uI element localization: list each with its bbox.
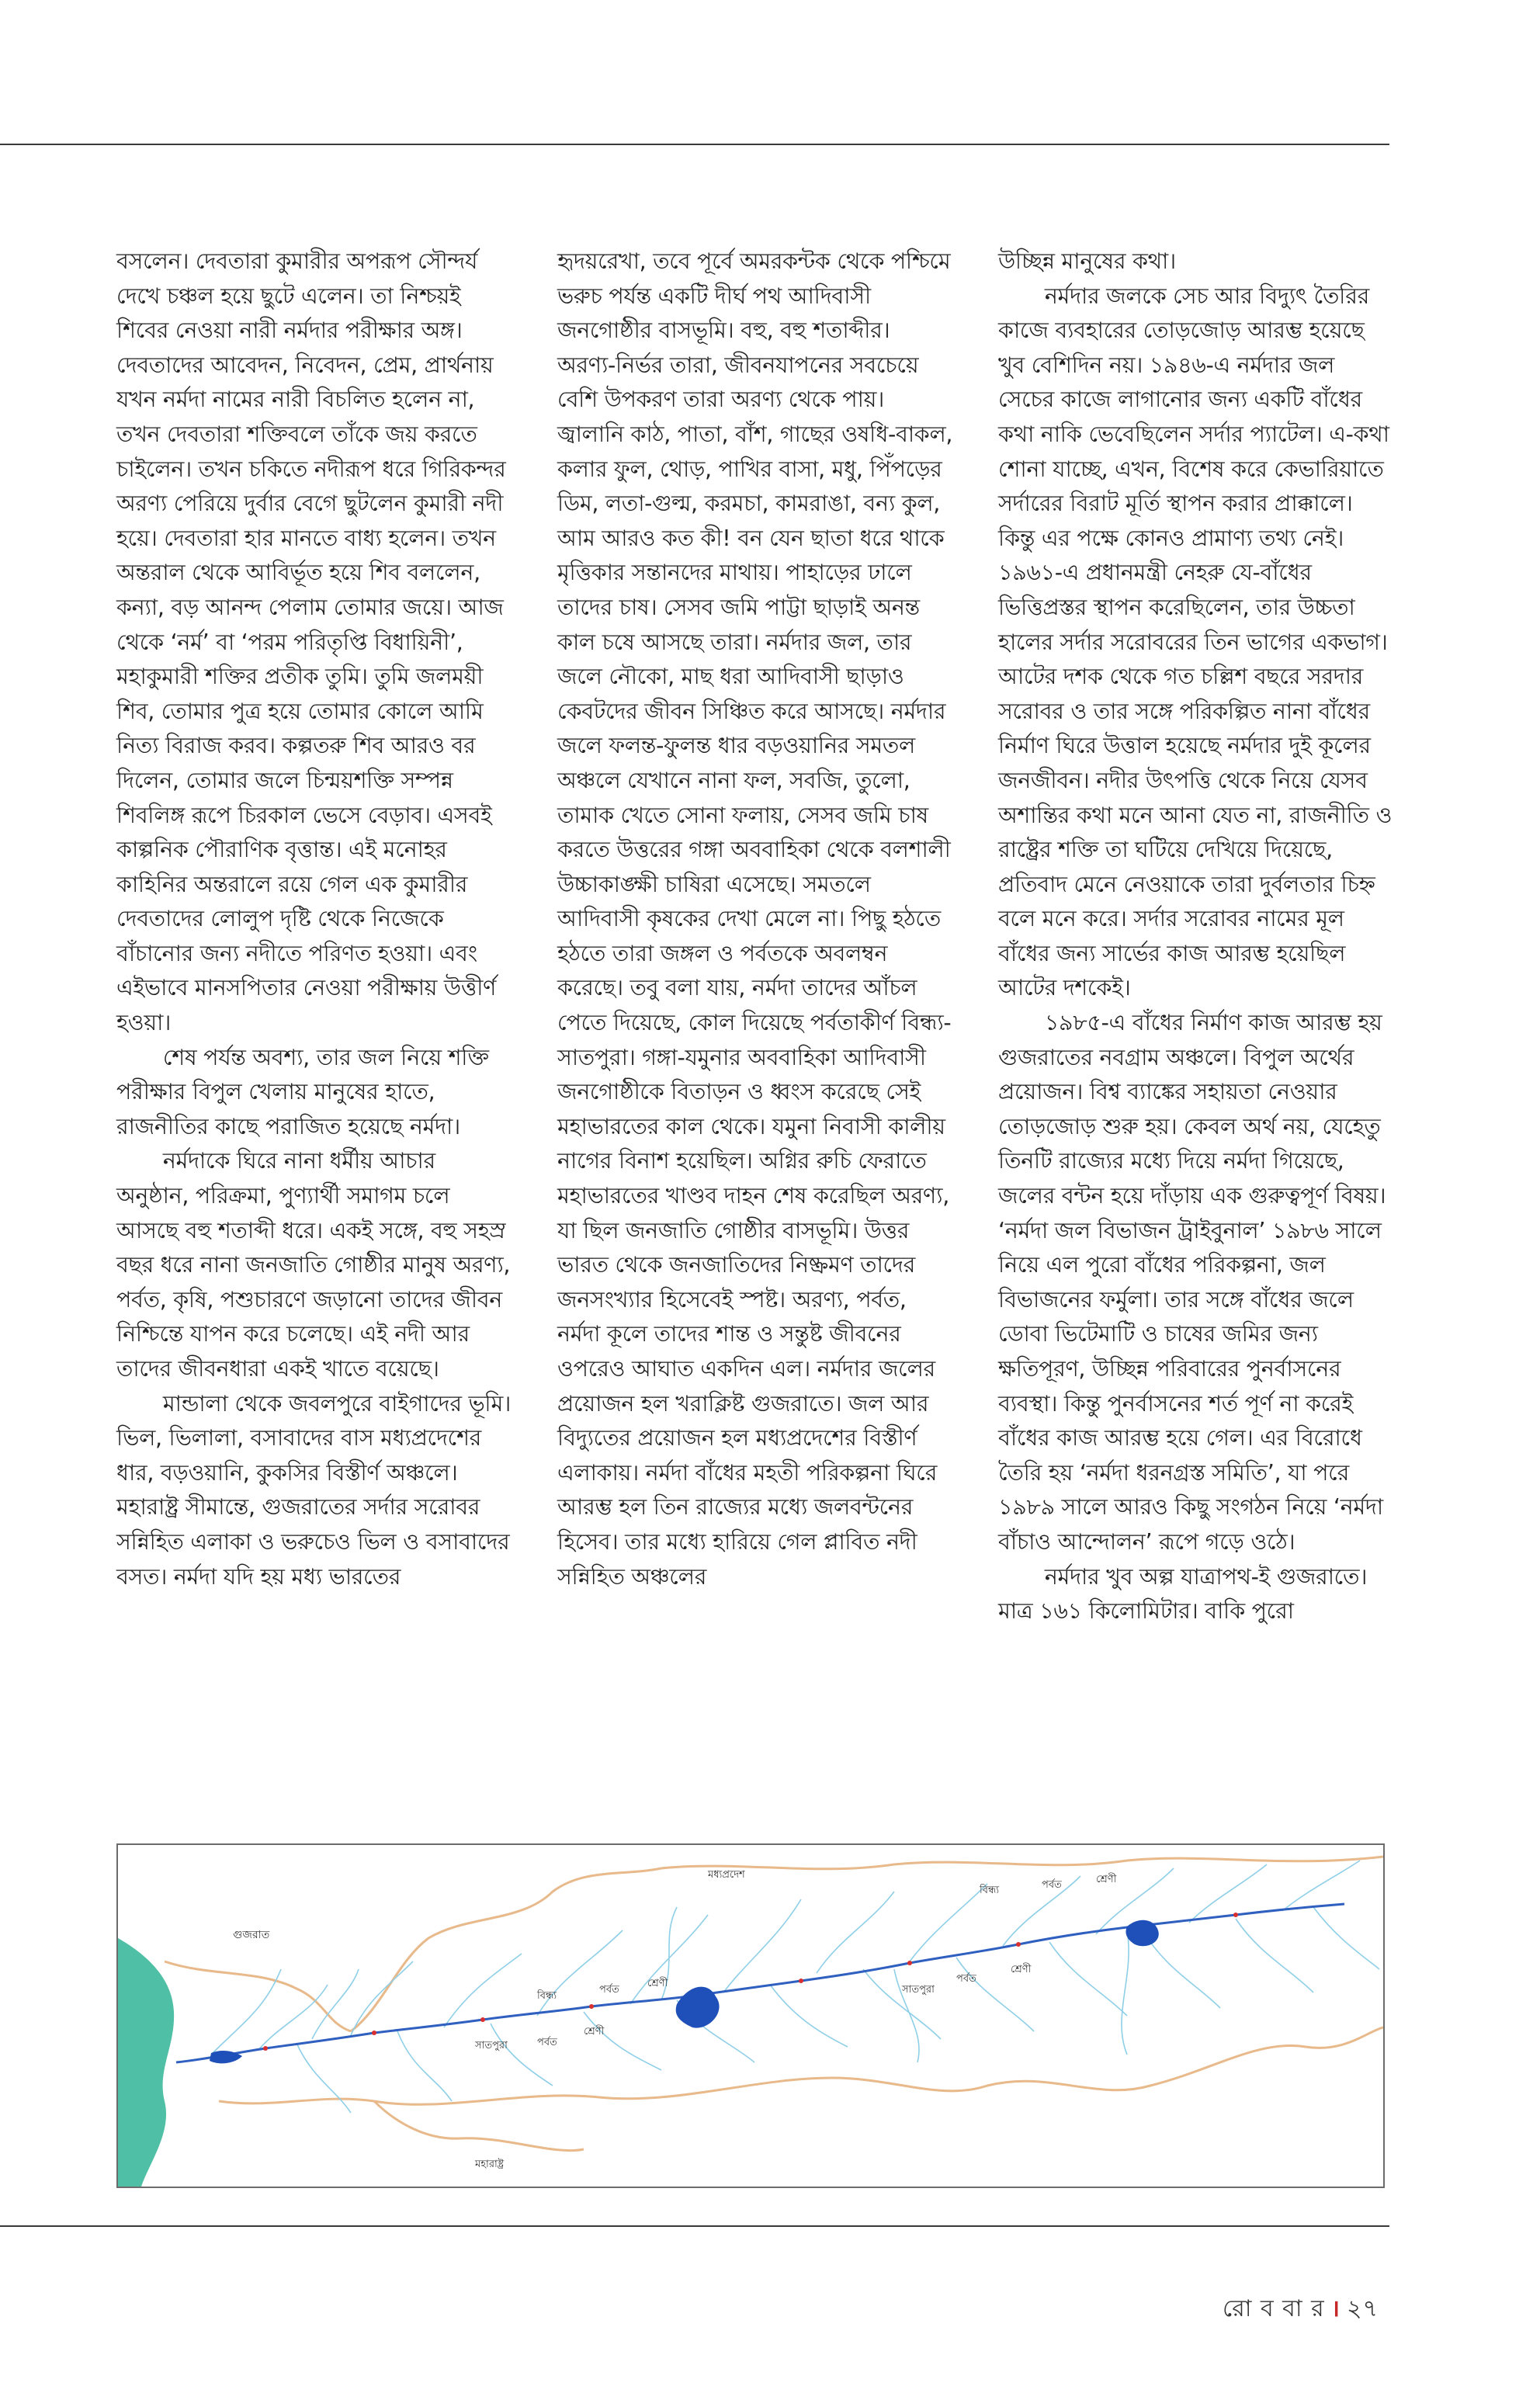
label-vindhya: বিন্ধ্য [537, 1990, 557, 2002]
label-vindhya-2: বিন্ধ্য [980, 1885, 1000, 1896]
label-satpura-2: সাতপুরা [902, 1984, 935, 1996]
page-number: ২৭ [1346, 2295, 1379, 2322]
label-parbat-2: পর্বত [1042, 1879, 1062, 1891]
paragraph: বসলেন। দেবতারা কুমারীর অপরূপ সৌন্দর্য দেখে চঞ্চল হয়ে ছুটে এলেন। তা নিশ্চয়ই শিবের নেওয়া নারী নর্মদার পরীক্ষার অঙ্গ। দেবতাদের আবেদন, নিবেদন, প্রেম, প্রার্থনায় যখন নর্মদা নামের নারী বিচলিত হলেন না, তখন দেবতারা শক্তিবলে তাঁকে জয় করতে চাইলেন। তখন চকিতে নদীরূপ ধরে গিরিকন্দর অরণ্য পেরিয়ে দুর্বার বেগে ছুটলেন কুমারী নদী হয়ে। দেবতারা হার মানতে বাধ্য হলেন। তখন অন্তরাল থেকে আবির্ভূত হয়ে শিব বললেন, কন্যা, বড় আনন্দ পেলাম তোমার জয়ে। আজ থেকে ‘নর্ম’ বা ‘পরম পরিতৃপ্তি বিধায়িনী’, মহাকুমারী শক্তির প্রতীক তুমি। তুমি জলময়ী শিব, তোমার পুত্র হয়ে তোমার কোলে আমি নিত্য বিরাজ করব। কল্পতরু শিব আরও বর দিলেন, তোমার জলে চিন্ময়শক্তি সম্পন্ন শিবলিঙ্গ রূপে চিরকাল ভেসে বেড়াব। এসবই কাল্পনিক পৌরাণিক বৃত্তান্ত। এই মনোহর কাহিনির অন্তরালে রয়ে গেল এক কুমারীর দেবতাদের লোলুপ দৃষ্টি থেকে নিজেকে বাঁচানোর জন্য নদীতে পরিণত হওয়া। এবং এইভাবে মানসপিতার নেওয়া পরীক্ষায় উত্তীর্ণ হওয়া। [116, 248, 506, 1036]
paragraph: মান্ডালা থেকে জবলপুরে বাইগাদের ভূমি। ভিল, ভিলালা, বসাবাদের বাস মধ্যপ্রদেশের ধার, বড়ওয়ানি, কুকসির বিস্তীর্ণ অঞ্চলে। মহারাষ্ট্র সীমান্তে, গুজরাতের সর্দার সরোবর সন্নিহিত এলাকা ও ভরুচেও ভিল ও বসাবাদের বসত। নর্মদা যদি হয় মধ্য ভারতের [116, 1390, 511, 1590]
label-shreni-3: শ্রেণী [584, 2026, 605, 2038]
magazine-name: রো ব বা র [1223, 2295, 1325, 2322]
state-border-south [219, 2027, 1383, 2104]
text-column-1 [116, 245, 514, 1594]
paragraph: নর্মদার জলকে সেচ আর বিদ্যুৎ তৈরির কাজে ব্যবহারের তোড়জোড় আরম্ভ হয়েছে খুব বেশিদিন নয়। ১৯৪৬-এ নর্মদার জল সেচের কাজে লাগানোর জন্য একটি বাঁধের কথা নাকি ভেবেছিলেন সর্দার প্যাটেল। এ-কথা শোনা যাচ্ছে, এখন, বিশেষ করে কেভারিয়াতে সর্দারের বিরাট মূর্তি স্থাপন করার প্রাক্কালে। কিন্তু এর পক্ষে কোনও প্রামাণ্য তথ্য নেই। ১৯৬১-এ প্রধানমন্ত্রী নেহরু যে-বাঁধের ভিত্তিপ্রস্তর স্থাপন করেছিলেন, তার উচ্চতা হালের সর্দার সরোবরের তিন ভাগের একভাগ। আটের দশক থেকে গত চল্লিশ বছরে সরদার সরোবর ও তার সঙ্গে পরিকল্পিত নানা বাঁধের নির্মাণ ঘিরে উত্তাল হয়েছে নর্মদার দুই কূলের জনজীবন। নদীর উৎপত্তি থেকে নিয়ে যেসব অশান্তির কথা মনে আনা যেত না, রাজনীতি ও রাষ্ট্রের শক্তি তা ঘটিয়ে দেখিয়ে দিয়েছে, প্রতিবাদ মেনে নেওয়াকে তারা দুর্বলতার চিহ্ন বলে মনে করে। সর্দার সরোবর নামের মূল বাঁধের জন্য সার্ভের কাজ আরম্ভ হয়েছিল আটের দশকেই। [998, 283, 1393, 1001]
label-shreni-1: শ্রেণী [647, 1978, 668, 1989]
sea-area [118, 1938, 174, 2187]
paragraph: নর্মদার খুব অল্প যাত্রাপথ-ই গুজরাতে। মাত্র ১৬১ কিলোমিটার। বাকি পুরো [998, 1563, 1368, 1625]
label-parbat-4: পর্বত [956, 1973, 976, 1985]
state-border-north [351, 1857, 1383, 2031]
paragraph: শেষ পর্যন্ত অবশ্য, তার জল নিয়ে শক্তি পরীক্ষার বিপুল খেলায় মানুষের হাতে, রাজনীতির কাছে পরাজিত হয়েছে নর্মদা। [116, 1044, 489, 1139]
page-folio [1223, 2290, 1379, 2329]
label-parbat-3: পর্বত [537, 2037, 557, 2048]
bottom-rule [0, 2225, 1389, 2227]
narmada-basin-map [116, 1843, 1385, 2188]
label-shreni-4: শ্রেণী [1011, 1964, 1032, 1975]
folio-separator: । [1330, 2295, 1341, 2322]
top-rule [0, 144, 1389, 145]
paragraph: হৃদয়রেখা, তবে পূর্বে অমরকন্টক থেকে পশ্চিমে ভরুচ পর্যন্ত একটি দীর্ঘ পথ আদিবাসী জনগোষ্ঠীর বাসভূমি। বহু, বহু শতাব্দীর। অরণ্য-নির্ভর তারা, জীবনযাপনের সবচেয়ে বেশি উপকরণ তারা অরণ্য থেকে পায়। জ্বালানি কাঠ, পাতা, বাঁশ, গাছের ওষধি-বাকল, কলার ফুল, থোড়, পাখির বাসা, মধু, পিঁপড়ের ডিম, লতা-গুল্ম, করমচা, কামরাঙা, বন্য কুল, আম আরও কত কী! বন যেন ছাতা ধরে থাকে মৃত্তিকার সন্তানদের মাথায়। পাহাড়ের ঢালে তাদের চাষ। সেসব জমি পাট্টা ছাড়াই অনন্ত কাল চষে আসছে তারা। নর্মদার জল, তার জলে নৌকো, মাছ ধরা আদিবাসী ছাড়াও কেবটদের জীবন সিঞ্চিত করে আসছে। নর্মদার জলে ফলন্ত-ফুলন্ত ধার বড়ওয়ানির সমতল অঞ্চলে যেখানে নানা ফল, সবজি, তুলো, তামাক খেতে সোনা ফলায়, সেসব জমি চাষ করতে উত্তরের গঙ্গা অববাহিকা থেকে বলশালী উচ্চাকাঙ্ক্ষী চাষিরা এসেছে। সমতলে আদিবাসী কৃষকের দেখা মেলে না। পিছু হঠতে হঠতে তারা জঙ্গল ও পর্বতকে অবলম্বন করেছে। তবু বলা যায়, নর্মদা তাদের আঁচল পেতে দিয়েছে, কোল দিয়েছে পর্বতাকীর্ণ বিন্ধ্য-সাতপুরা। গঙ্গা-যমুনার অববাহিকা আদিবাসী জনগোষ্ঠীকে বিতাড়ন ও ধ্বংস করেছে সেই মহাভারতের কাল থেকে। যমুনা নিবাসী কালীয় নাগের বিনাশ হয়েছিল। অগ্নির রুচি ফেরাতে মহাভারতের খাণ্ডব দাহন শেষ করেছিল অরণ্য, যা ছিল জনজাতি গোষ্ঠীর বাসভূমি। উত্তর ভারত থেকে জনজাতিদের নিষ্ক্রমণ তাদের জনসংখ্যার হিসেবেই স্পষ্ট। অরণ্য, পর্বত, নর্মদা কূলে তাদের শান্ত ও সন্তুষ্ট জীবনের ওপরেও আঘাত একদিন এল। নর্মদার জলের প্রয়োজন হল খরাক্লিষ্ট গুজরাতে। জল আর বিদ্যুতের প্রয়োজন হল মধ্যপ্রদেশের বিস্তীর্ণ এলাকায়। নর্মদা বাঁধের মহতী পরিকল্পনা ঘিরে আরম্ভ হল তিন রাজ্যের মধ্যে জলবন্টনের হিসেব। তার মধ্যে হারিয়ে গেল প্লাবিত নদী সন্নিহিত অঞ্চলের [557, 248, 953, 1590]
reservoir-bargi [1126, 1920, 1158, 1946]
text-column-2 [557, 245, 955, 1594]
label-madhya-pradesh: মধ্যপ্রদেশ [708, 1869, 745, 1881]
text-column-3 [998, 245, 1396, 1629]
state-border-maharashtra [374, 2101, 584, 2151]
label-shreni-2: শ্রেণী [1096, 1874, 1117, 1885]
paragraph: ১৯৮৫-এ বাঁধের নির্মাণ কাজ আরম্ভ হয় গুজরাতের নবগ্রাম অঞ্চলে। বিপুল অর্থের প্রয়োজন। বিশ্ব ব্যাঙ্কের সহায়তা নেওয়ার তোড়জোড় শুরু হয়। কেবল অর্থ নয়, যেহেতু তিনটি রাজ্যের মধ্যে দিয়ে নর্মদা গিয়েছে, জলের বন্টন হয়ে দাঁড়ায় এক গুরুত্বপূর্ণ বিষয়। ‘নর্মদা জল বিভাজন ট্রাইবুনাল’ ১৯৮৬ সালে নিয়ে এল পুরো বাঁধের পরিকল্পনা, জল বিভাজনের ফর্মুলা। তার সঙ্গে বাঁধের জলে ডোবা ভিটেমাটি ও চাষের জমির জন্য ক্ষতিপূরণ, উচ্ছিন্ন পরিবারের পুনর্বাসনের ব্যবস্থা। কিন্তু পুনর্বাসনের শর্ত পূর্ণ না করেই বাঁধের কাজ আরম্ভ হয়ে গেল। এর বিরোধে তৈরি হয় ‘নর্মদা ধরনগ্রস্ত সমিতি’, যা পরে ১৯৮৯ সালে আরও কিছু সংগঠন নিয়ে ‘নর্মদা বাঁচাও আন্দোলন’ রূপে গড়ে ওঠে। [998, 1010, 1386, 1555]
reservoir-indira-sagar [676, 1987, 720, 2028]
paragraph: উচ্ছিন্ন মানুষের কথা। [998, 248, 1176, 274]
town-markers [263, 1913, 1238, 2051]
paragraph: নর্মদাকে ঘিরে নানা ধর্মীয় আচার অনুষ্ঠান, পরিক্রমা, পুণ্যার্থী সমাগম চলে আসছে বহু শতাব্দী ধরে। একই সঙ্গে, বহু সহস্র বছর ধরে নানা জনজাতি গোষ্ঠীর মানুষ অরণ্য, পর্বত, কৃষি, পশুচারণে জড়ানো তাদের জীবন নিশ্চিন্তে যাপন করে চলেছে। এই নদী আর তাদের জীবনধারা একই খাতে বয়েছে। [116, 1148, 511, 1382]
label-gujarat: গুজরাত [233, 1929, 270, 1941]
label-maharashtra: মহারাষ্ট্র [475, 2159, 505, 2170]
tributaries [211, 1861, 1379, 2113]
label-parbat-1: পর্বত [599, 1984, 619, 1996]
label-satpura: সাতপুরা [475, 2040, 508, 2051]
